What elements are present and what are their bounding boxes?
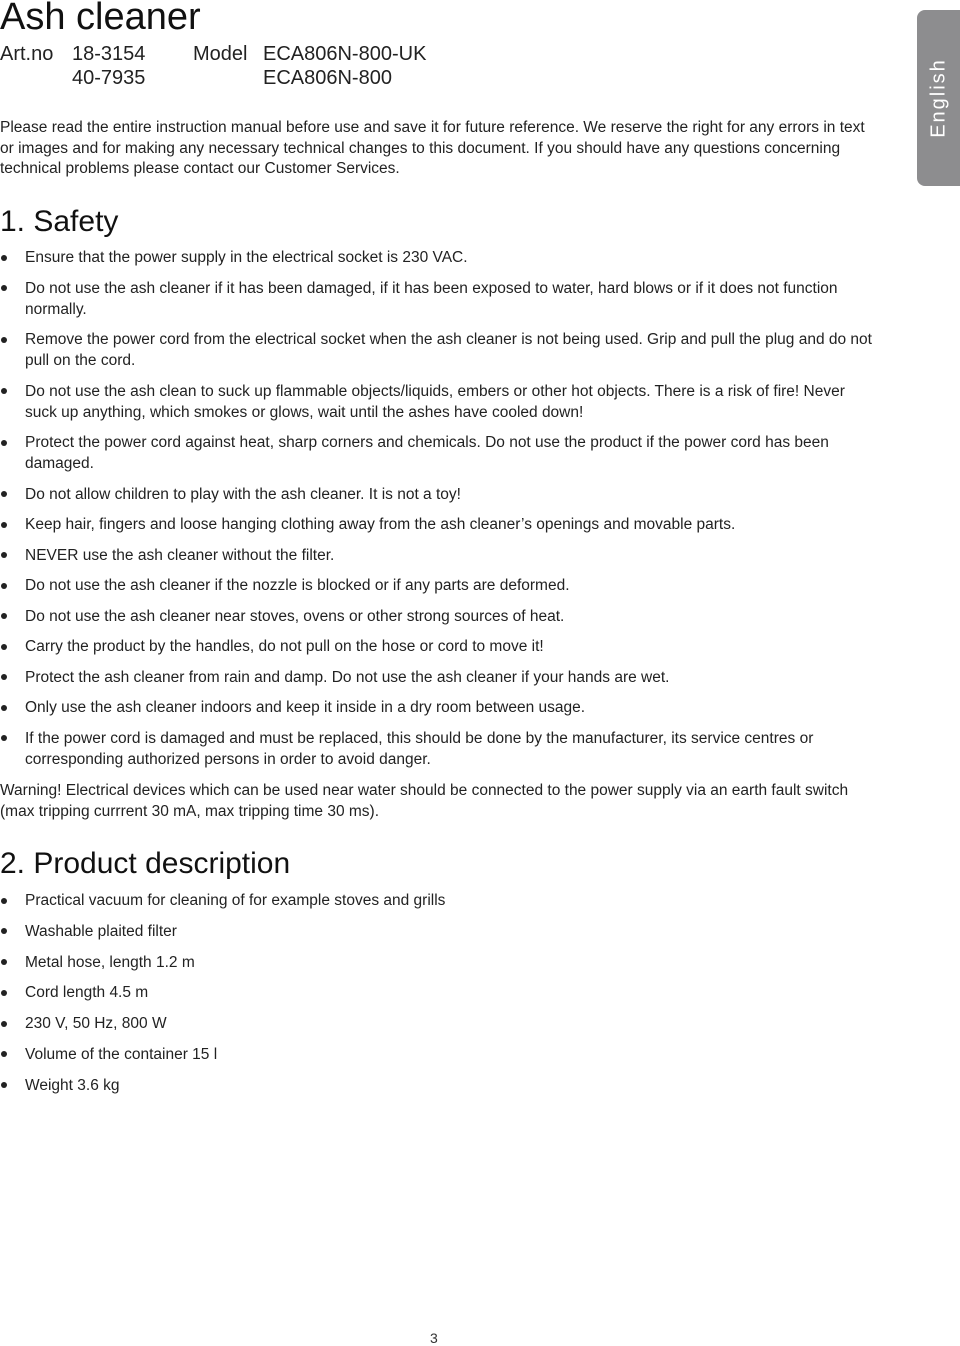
bullet-icon xyxy=(1,959,7,965)
bullet-icon xyxy=(1,285,7,291)
warning-label: Warning! xyxy=(0,782,62,799)
list-item-text: Keep hair, fingers and loose hanging clothing away from the ash cleaner’s openings and movable parts. xyxy=(25,516,736,533)
article-number-1: 18-3154 xyxy=(72,43,146,65)
list-item-text: Cord length 4.5 m xyxy=(25,984,149,1002)
bullet-icon xyxy=(1,583,7,589)
bullet-icon xyxy=(1,644,7,650)
list-item xyxy=(0,982,880,1003)
list-item-text: Do not use the ash cleaner if the nozzle is blocked or if any parts are deformed. xyxy=(25,577,570,594)
list-item-text: Protect the ash cleaner from rain and damp. Do not use the ash cleaner if your hands are wet. xyxy=(25,668,670,686)
product-heading: 2. Product description xyxy=(0,847,291,880)
bullet-icon xyxy=(1,898,7,904)
list-item xyxy=(0,1044,880,1065)
list-item-text: Remove the power cord from the electrical socket when the ash cleaner is not being used. Grip and pull the plug and do not pull on the cord. xyxy=(25,331,872,369)
document-title: Ash cleaner xyxy=(0,0,201,38)
list-item xyxy=(0,484,880,505)
bullet-icon xyxy=(1,1021,7,1027)
product-list xyxy=(0,890,880,1106)
language-tab xyxy=(917,10,960,186)
list-item-text: Do not use the ash cleaner if it has been damaged, if it has been exposed to water, hard blows or if it does not function normally. xyxy=(25,279,838,318)
list-item xyxy=(0,278,880,320)
bullet-icon xyxy=(1,1082,7,1088)
intro-paragraph: Please read the entire instruction manual before use and save it for future reference. We reserve the right for any errors in text or images and for making any necessary technical changes to this document. If you should have any questions concerning technical problems please contact our Customer Services. xyxy=(0,119,865,177)
list-item-text: Washable plaited filter xyxy=(25,922,177,940)
safety-heading: 1. Safety xyxy=(0,205,119,238)
list-item-text: Practical vacuum for cleaning of for example stoves and grills xyxy=(25,892,446,909)
list-item xyxy=(0,952,880,973)
list-item xyxy=(0,636,880,657)
list-item-text: Do not use the ash cleaner near stoves, ovens or other strong sources of heat. xyxy=(25,607,565,625)
list-item-text: Only use the ash cleaner indoors and keep it inside in a dry room between usage. xyxy=(25,699,586,716)
model-number-1: ECA806N-800-UK xyxy=(263,43,427,65)
list-item xyxy=(0,545,880,566)
list-item-text: Carry the product by the handles, do not pull on the hose or cord to move it! xyxy=(25,638,544,655)
list-item-text: Weight 3.6 kg xyxy=(25,1076,120,1094)
list-item-text: Ensure that the power supply in the electrical socket is 230 VAC. xyxy=(25,249,468,266)
bullet-icon xyxy=(1,705,7,711)
list-item-text: Do not allow children to play with the ash cleaner. It is not a toy! xyxy=(25,485,461,503)
bullet-icon xyxy=(1,1051,7,1057)
article-number-2: 40-7935 xyxy=(72,67,146,89)
list-item xyxy=(0,575,880,596)
bullet-icon xyxy=(1,337,7,343)
list-item-text: Volume of the container 15 l xyxy=(25,1045,218,1063)
safety-list xyxy=(0,247,880,779)
list-item xyxy=(0,921,880,942)
list-item xyxy=(0,890,880,911)
list-item xyxy=(0,606,880,627)
warning-text: Electrical devices which can be used near water should be connected to the power supply via an earth fault switch (max tripping currrent 30 mA, max tripping time 30 ms). xyxy=(0,782,849,820)
art-no-label: Art.no xyxy=(0,43,54,65)
bullet-icon xyxy=(1,674,7,680)
list-item xyxy=(0,381,880,423)
list-item-text: 230 V, 50 Hz, 800 W xyxy=(25,1015,167,1033)
list-item xyxy=(0,1075,880,1096)
bullet-icon xyxy=(1,491,7,497)
bullet-icon xyxy=(1,552,7,558)
list-item xyxy=(0,728,880,770)
list-item-text: Protect the power cord against heat, sharp corners and chemicals. Do not use the product if the power cord has been damaged. xyxy=(25,434,829,472)
list-item xyxy=(0,514,880,535)
list-item xyxy=(0,1013,880,1034)
page-number: 3 xyxy=(430,1330,438,1346)
bullet-icon xyxy=(1,928,7,934)
list-item xyxy=(0,667,880,688)
model-number-2: ECA806N-800 xyxy=(263,67,392,89)
bullet-icon xyxy=(1,613,7,619)
list-item-text: Do not use the ash clean to suck up flammable objects/liquids, embers or other hot objects. There is a risk of fire! Never suck up anything, which smokes or glows, wait until the ashes have cooled down! xyxy=(25,382,845,421)
bullet-icon xyxy=(1,735,7,741)
bullet-icon xyxy=(1,522,7,528)
list-item-text: Metal hose, length 1.2 m xyxy=(25,953,195,971)
list-item xyxy=(0,697,880,718)
bullet-icon xyxy=(1,990,7,996)
list-item xyxy=(0,329,880,371)
bullet-icon xyxy=(1,255,7,261)
list-item-text: NEVER use the ash cleaner without the filter. xyxy=(25,546,335,564)
warning-paragraph xyxy=(0,780,880,822)
list-item-text: If the power cord is damaged and must be replaced, this should be done by the manufacturer, its service centres or corresponding authorized persons in order to avoid danger. xyxy=(25,729,814,768)
bullet-icon xyxy=(1,388,7,394)
bullet-icon xyxy=(1,440,7,446)
model-label: Model xyxy=(193,43,248,65)
language-tab-label: English xyxy=(927,58,949,138)
list-item xyxy=(0,247,880,268)
list-item xyxy=(0,432,880,474)
